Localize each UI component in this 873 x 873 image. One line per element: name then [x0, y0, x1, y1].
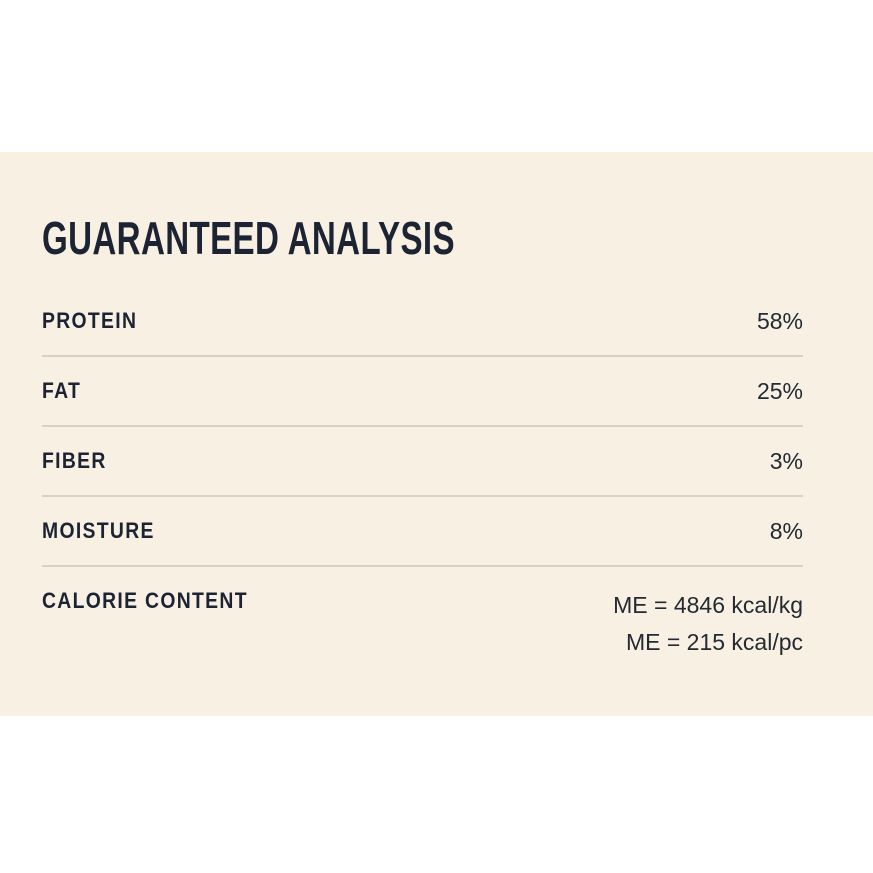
nutrient-label: FAT [42, 378, 82, 403]
nutrient-label: FIBER [42, 448, 107, 473]
calorie-label: CALORIE CONTENT [42, 588, 248, 613]
nutrient-label: MOISTURE [42, 518, 155, 543]
nutrient-row-protein [42, 287, 803, 357]
nutrient-value: 8% [769, 517, 803, 544]
nutrient-table [42, 287, 803, 661]
nutrient-value: 25% [756, 377, 803, 404]
calorie-content-row [42, 567, 803, 661]
nutrient-row-fiber [42, 427, 803, 497]
nutrient-row-fat [42, 357, 803, 427]
calorie-value-line: ME = 4846 kcal/kg [613, 592, 803, 618]
nutrient-row-moisture [42, 497, 803, 567]
nutrient-value: 3% [769, 447, 803, 474]
guaranteed-analysis-section [0, 152, 873, 716]
calorie-value-line: ME = 215 kcal/pc [625, 629, 803, 655]
section-title: GUARANTEED ANALYSIS [42, 212, 455, 264]
calorie-values [613, 587, 803, 661]
nutrient-value: 58% [756, 307, 803, 334]
nutrient-label: PROTEIN [42, 308, 138, 333]
